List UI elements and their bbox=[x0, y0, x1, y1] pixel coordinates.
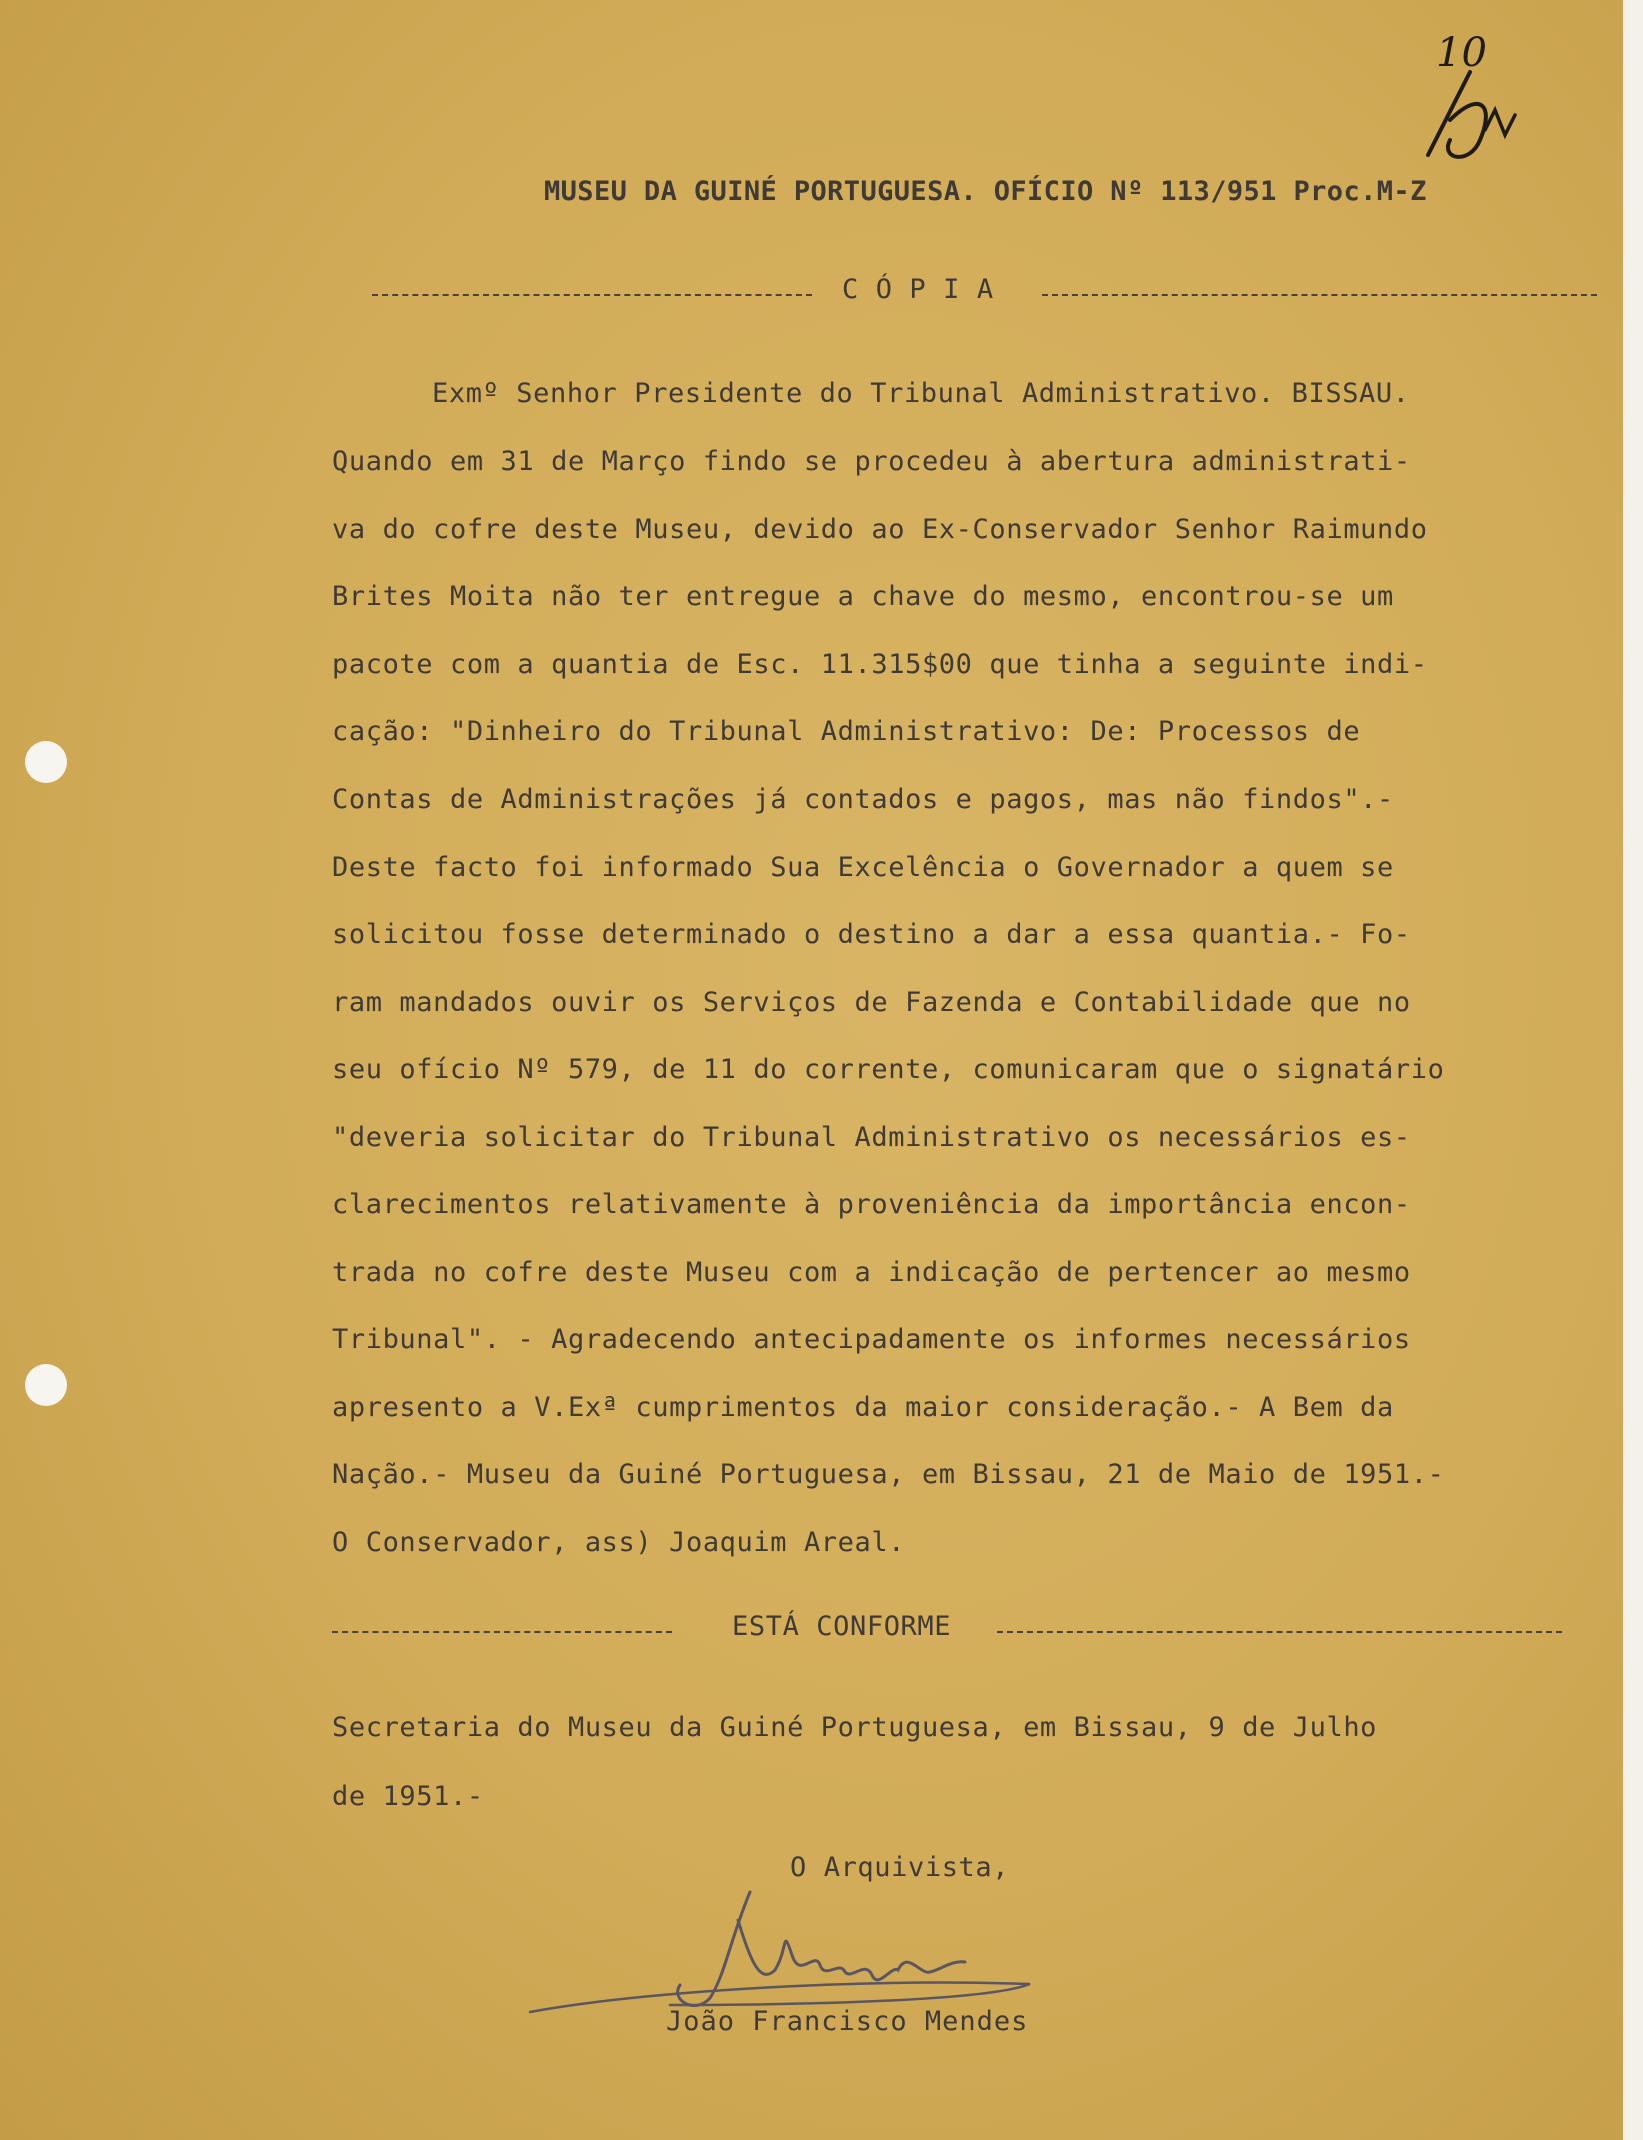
body-line: O Conservador, ass) Joaquim Areal. bbox=[332, 1527, 906, 1558]
body-line: solicitou fosse determinado o destino a dar a essa quantia.- Fo- bbox=[332, 919, 1411, 950]
body-line: Contas de Administrações já contados e pagos, mas não findos".- bbox=[332, 784, 1394, 815]
copy-separator bbox=[372, 274, 1597, 310]
body-line: Deste facto foi informado Sua Excelência o Governador a quem se bbox=[332, 852, 1394, 883]
dash-line-right bbox=[997, 1631, 1562, 1633]
body-line: Nação.- Museu da Guiné Portuguesa, em Bissau, 21 de Maio de 1951.- bbox=[332, 1459, 1445, 1490]
body-line: Exmº Senhor Presidente do Tribunal Administrativo. BISSAU. bbox=[432, 378, 1410, 409]
conforme-title: ESTÁ CONFORME bbox=[732, 1611, 952, 1642]
dash-line-left bbox=[332, 1631, 672, 1633]
document-header: MUSEU DA GUINÉ PORTUGUESA. OFÍCIO Nº 113/951 Proc.M-Z bbox=[544, 176, 1427, 207]
body-line: cação: "Dinheiro do Tribunal Administrativo: De: Processos de bbox=[332, 716, 1361, 747]
folio-initials-scrawl bbox=[1410, 60, 1530, 170]
body-line: va do cofre deste Museu, devido ao Ex-Conservador Senhor Raimundo bbox=[332, 514, 1428, 545]
punch-hole-top bbox=[25, 741, 67, 783]
dash-line-left bbox=[372, 294, 812, 296]
body-line: Brites Moita não ter entregue a chave do mesmo, encontrou-se um bbox=[332, 581, 1394, 612]
page-edge bbox=[1623, 0, 1643, 2140]
body-line: pacote com a quantia de Esc. 11.315$00 que tinha a seguinte indi- bbox=[332, 649, 1428, 680]
body-line: seu ofício Nº 579, de 11 do corrente, comunicaram que o signatário bbox=[332, 1054, 1445, 1085]
closing-line: Secretaria do Museu da Guiné Portuguesa, em Bissau, 9 de Julho bbox=[332, 1712, 1378, 1743]
folio-number: 10 bbox=[1436, 30, 1487, 76]
dash-line-right bbox=[1042, 294, 1597, 296]
conforme-separator bbox=[332, 1611, 1562, 1647]
body-line: ram mandados ouvir os Serviços de Fazenda e Contabilidade que no bbox=[332, 987, 1411, 1018]
body-line: Quando em 31 de Março findo se procedeu à abertura administrati- bbox=[332, 446, 1411, 477]
copy-title: C Ó P I A bbox=[842, 274, 994, 305]
body-line: "deveria solicitar do Tribunal Administrativo os necessários es- bbox=[332, 1122, 1411, 1153]
signatory-role: O Arquivista, bbox=[790, 1852, 1010, 1883]
signatory-name: João Francisco Mendes bbox=[666, 2006, 1029, 2037]
closing-line: de 1951.- bbox=[332, 1781, 484, 1812]
body-line: apresento a V.Exª cumprimentos da maior consideração.- A Bem da bbox=[332, 1392, 1394, 1423]
punch-hole-bottom bbox=[25, 1364, 67, 1406]
body-line: Tribunal". - Agradecendo antecipadamente os informes necessários bbox=[332, 1324, 1411, 1355]
body-line: clarecimentos relativamente à proveniência da importância encon- bbox=[332, 1189, 1411, 1220]
body-line: trada no cofre deste Museu com a indicação de pertencer ao mesmo bbox=[332, 1257, 1411, 1288]
